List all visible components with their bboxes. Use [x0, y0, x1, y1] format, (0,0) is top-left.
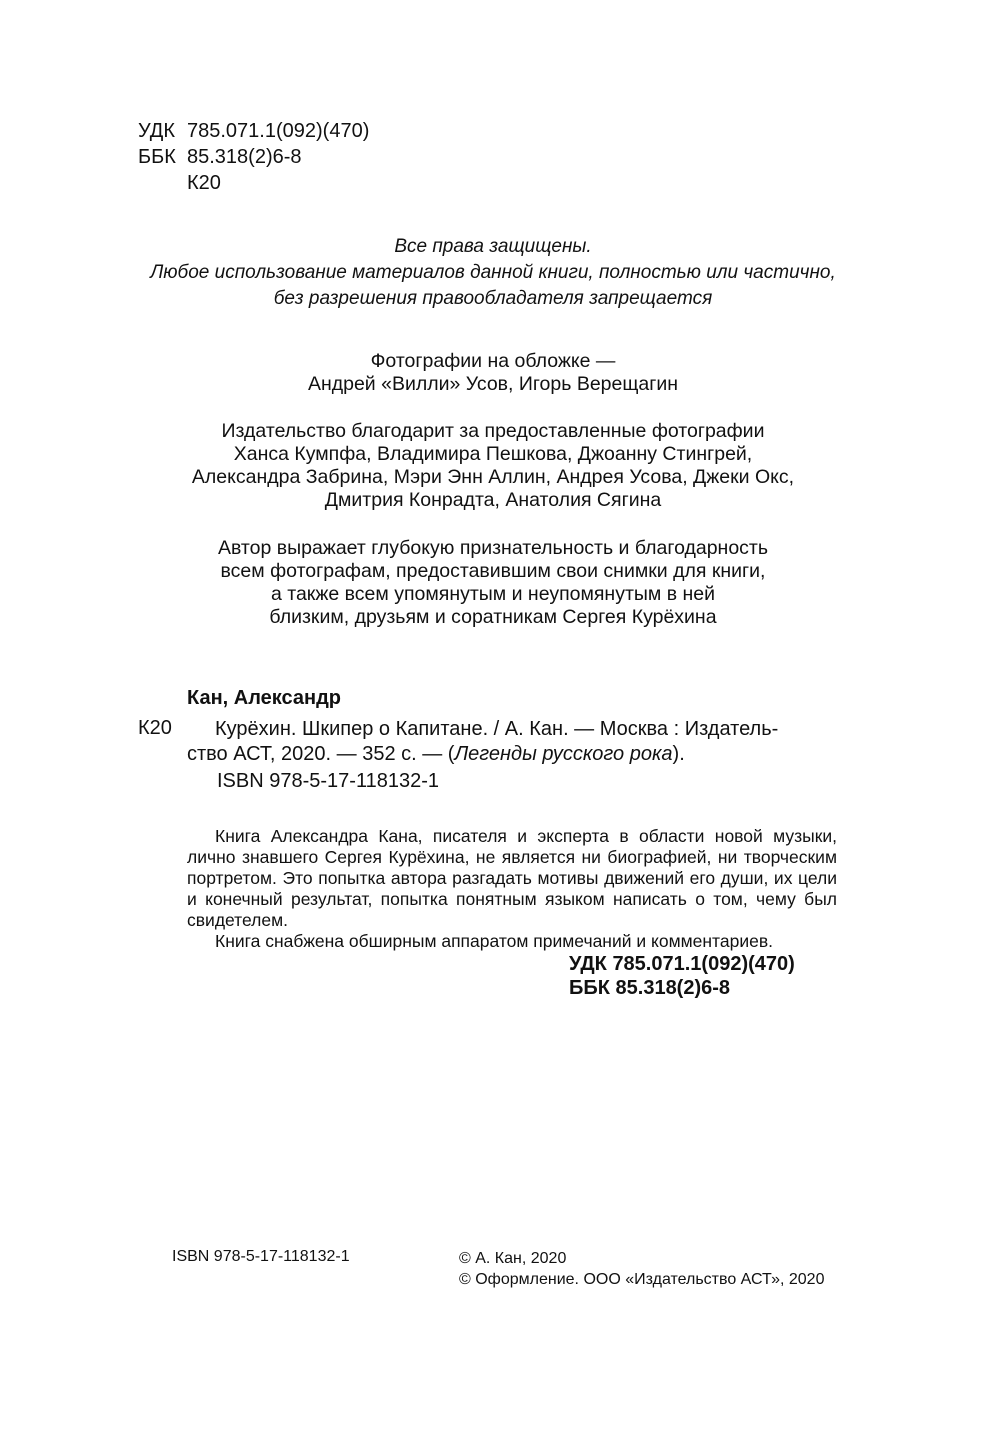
classification-codes: [138, 118, 369, 196]
thanks-line: Дмитрия Конрадта, Анатолия Сягина: [324, 489, 662, 511]
rights-line: Любое использование материалов данной книги, полностью или частично,: [150, 262, 836, 283]
udk-bold: УДК 785.071.1(092)(470): [569, 953, 795, 975]
thanks-line: Автор выражает глубокую признательность и благодарность: [217, 537, 769, 559]
annotation: [187, 826, 837, 952]
bbk-bold: ББК 85.318(2)6-8: [569, 977, 731, 999]
biblio-author-heading: Кан, Александр: [187, 687, 342, 709]
rights-notice: [0, 234, 986, 312]
thanks-line: всем фотографам, предоставившим свои снимки для книги,: [220, 560, 766, 582]
publisher-thanks: [0, 420, 986, 512]
cover-photo-credit: [0, 350, 986, 396]
annotation-paragraph: Книга снабжена обширным аппаратом примечаний и комментариев.: [215, 931, 774, 951]
thanks-line: Александра Забрина, Мэри Энн Аллин, Андрея Усова, Джеки Окс,: [191, 466, 795, 488]
thanks-line: а также всем упомянутым и неупомянутым в ней: [270, 583, 716, 605]
credit-line: Андрей «Вилли» Усов, Игорь Верещагин: [307, 373, 679, 395]
biblio-line1: Курёхин. Шкипер о Капитане. / А. Кан. — Москва : Издатель-: [215, 718, 779, 740]
biblio-isbn: ISBN 978-5-17-118132-1: [217, 770, 439, 792]
author-mark: К20: [187, 172, 221, 194]
annotation-paragraph: Книга Александра Кана, писателя и эксперта в области новой музыки, лично знавшего Сергея Курёхина, не является ни биографией, ни творческим портретом. Это попытка автора разгадать мотивы движений его души, их цели и конечный результат, попытка понятным языком написать о том, чему был свидетелем.: [187, 826, 837, 930]
biblio-line2: ство АСТ, 2020. — 352 с. — (Легенды русского рока).: [187, 743, 685, 765]
bbk-row: [138, 144, 369, 170]
footer-isbn: ISBN 978-5-17-118132-1: [172, 1248, 350, 1265]
udk-label: УДК: [138, 120, 176, 142]
biblio-mark: К20: [138, 717, 172, 739]
udk-value: 785.071.1(092)(470): [187, 120, 370, 142]
copyright-design: © Оформление. ООО «Издательство АСТ», 2020: [459, 1271, 825, 1288]
rights-line: Все права защищены.: [394, 236, 592, 257]
thanks-line: Ханса Кумпфа, Владимира Пешкова, Джоанну Стингрей,: [233, 443, 753, 465]
footer-copyright: [459, 1248, 824, 1290]
bbk-label: ББК: [138, 146, 176, 168]
thanks-line: Издательство благодарит за предоставленные фотографии: [221, 420, 765, 442]
classification-codes-bold: [569, 952, 795, 1000]
udk-row: [138, 118, 369, 144]
thanks-line: близким, друзьям и соратникам Сергея Курёхина: [269, 606, 717, 628]
rights-line: без разрешения правообладателя запрещается: [273, 288, 713, 309]
credit-line: Фотографии на обложке —: [370, 350, 616, 372]
copyright-author: © А. Кан, 2020: [459, 1250, 567, 1267]
author-mark-row: [138, 170, 369, 196]
author-thanks: [0, 537, 986, 629]
bbk-value: 85.318(2)6-8: [187, 146, 302, 168]
biblio-description: [187, 717, 837, 767]
series-title: Легенды русского рока: [454, 743, 673, 765]
